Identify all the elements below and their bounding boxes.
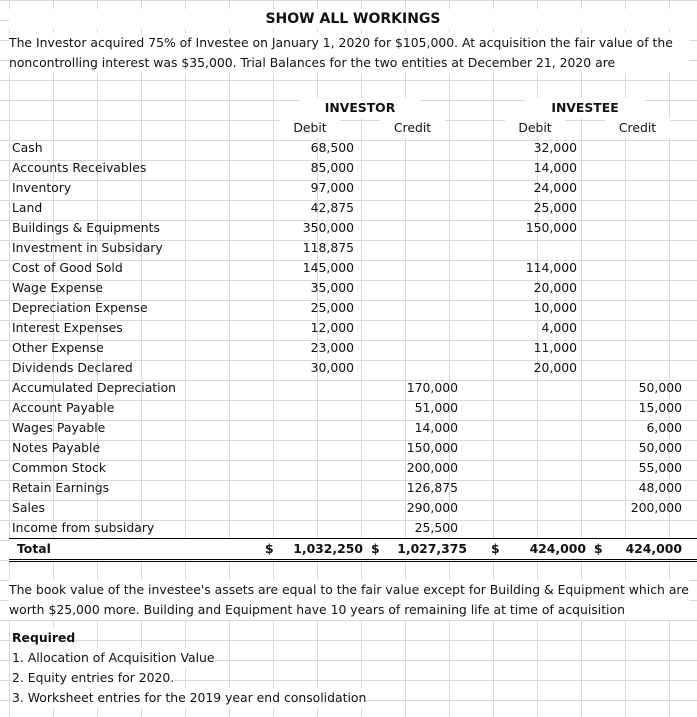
account-name: Wage Expense: [12, 280, 104, 295]
table-row: [0, 258, 697, 278]
investor-debit-cell: 145,000: [302, 260, 354, 275]
account-name: Dividends Declared: [12, 360, 133, 375]
investee-debit-cell: 114,000: [525, 260, 577, 275]
investor-credit-cell: 126,875: [406, 480, 458, 495]
investor-debit-cell: 85,000: [310, 160, 354, 175]
table-row: [0, 318, 697, 338]
required-item-1: 1. Allocation of Acquisition Value: [12, 648, 215, 668]
table-row: [0, 498, 697, 518]
investor-debit-cell: 25,000: [310, 300, 354, 315]
investee-debit-cell: 20,000: [533, 360, 577, 375]
investor-credit-cell: 170,000: [406, 380, 458, 395]
investor-credit-cell: 51,000: [414, 400, 458, 415]
investor-credit-cell: 25,500: [414, 520, 458, 535]
account-name: Accumulated Depreciation: [12, 380, 177, 395]
table-row: [0, 378, 697, 398]
account-name: Notes Payable: [12, 440, 101, 455]
table-row: [0, 138, 697, 158]
account-name: Cash: [12, 140, 43, 155]
account-name: Sales: [12, 500, 45, 515]
total-investor-debit: 1,032,250: [293, 541, 363, 556]
investee-debit-cell: 24,000: [533, 180, 577, 195]
investor-credit-cell: 14,000: [414, 420, 458, 435]
investee-credit-header: Credit: [605, 118, 670, 138]
investee-header: INVESTEE: [525, 98, 645, 118]
table-row: [0, 518, 697, 538]
account-name: Retain Earnings: [12, 480, 110, 495]
table-row: [0, 298, 697, 318]
table-row: [0, 238, 697, 258]
currency-symbol: $: [265, 541, 274, 556]
total-investee-debit: 424,000: [529, 541, 586, 556]
investor-credit-cell: 290,000: [406, 500, 458, 515]
account-name: Inventory: [12, 180, 72, 195]
account-name: Buildings & Equipments: [12, 220, 160, 235]
currency-symbol: $: [371, 541, 380, 556]
investor-header: INVESTOR: [300, 98, 420, 118]
investor-debit-cell: 118,875: [302, 240, 354, 255]
table-row: [0, 158, 697, 178]
note-paragraph: The book value of the investee's assets are equal to the fair value except for Building & Equipment which are worth $25,000 more. Building and Equipment have 10 years of remaining life at time of acquisition: [9, 580, 689, 620]
table-row: [0, 198, 697, 218]
investee-debit-cell: 10,000: [533, 300, 577, 315]
currency-symbol: $: [594, 541, 603, 556]
table-row: [0, 178, 697, 198]
account-name: Depreciation Expense: [12, 300, 148, 315]
investee-credit-cell: 48,000: [638, 480, 682, 495]
investee-credit-cell: 50,000: [638, 380, 682, 395]
total-investee-credit: 424,000: [625, 541, 682, 556]
investee-credit-cell: 6,000: [646, 420, 682, 435]
investor-debit-cell: 23,000: [310, 340, 354, 355]
investee-credit-cell: 15,000: [638, 400, 682, 415]
table-row: [0, 458, 697, 478]
investor-debit-cell: 97,000: [310, 180, 354, 195]
required-heading: Required: [12, 628, 75, 648]
account-name: Cost of Good Sold: [12, 260, 123, 275]
investor-debit-cell: 68,500: [310, 140, 354, 155]
investee-debit-cell: 4,000: [541, 320, 577, 335]
investee-debit-cell: 150,000: [525, 220, 577, 235]
total-investor-credit: 1,027,375: [397, 541, 467, 556]
investee-debit-cell: 25,000: [533, 200, 577, 215]
page-title: SHOW ALL WORKINGS: [9, 9, 697, 29]
table-row: [0, 418, 697, 438]
investee-debit-cell: 20,000: [533, 280, 577, 295]
account-name: Common Stock: [12, 460, 107, 475]
account-name: Other Expense: [12, 340, 104, 355]
table-row: [0, 478, 697, 498]
table-row: [0, 398, 697, 418]
table-row: [0, 358, 697, 378]
intro-paragraph: The Investor acquired 75% of Investee on January 1, 2020 for $105,000. At acquisition the fair value of the noncontrolling interest was $35,000. Trial Balances for the two entities at December 21, 2020 are: [9, 33, 689, 73]
account-name: Investment in Subsidary: [12, 240, 163, 255]
investee-debit-cell: 14,000: [533, 160, 577, 175]
investee-credit-cell: 50,000: [638, 440, 682, 455]
investor-debit-header: Debit: [280, 118, 340, 138]
account-name: Account Payable: [12, 400, 115, 415]
account-name: Income from subsidary: [12, 520, 155, 535]
currency-symbol: $: [491, 541, 500, 556]
investor-credit-header: Credit: [380, 118, 445, 138]
investee-credit-cell: 200,000: [630, 500, 682, 515]
account-name: Accounts Receivables: [12, 160, 147, 175]
investee-debit-cell: 11,000: [533, 340, 577, 355]
investor-debit-cell: 35,000: [310, 280, 354, 295]
investor-debit-cell: 30,000: [310, 360, 354, 375]
investee-debit-cell: 32,000: [533, 140, 577, 155]
table-row: [0, 218, 697, 238]
investor-debit-cell: 42,875: [310, 200, 354, 215]
required-item-2: 2. Equity entries for 2020.: [12, 668, 174, 688]
account-name: Interest Expenses: [12, 320, 123, 335]
table-row: [0, 278, 697, 298]
investor-debit-cell: 350,000: [302, 220, 354, 235]
table-row: [0, 438, 697, 458]
required-item-3: 3. Worksheet entries for the 2019 year end consolidation: [12, 688, 366, 708]
account-name: Wages Payable: [12, 420, 106, 435]
investee-credit-cell: 55,000: [638, 460, 682, 475]
investor-credit-cell: 200,000: [406, 460, 458, 475]
investor-debit-cell: 12,000: [310, 320, 354, 335]
account-name: Land: [12, 200, 43, 215]
table-row: [0, 338, 697, 358]
total-label: Total: [17, 541, 51, 556]
investee-debit-header: Debit: [505, 118, 565, 138]
investor-credit-cell: 150,000: [406, 440, 458, 455]
total-row: [9, 538, 697, 562]
